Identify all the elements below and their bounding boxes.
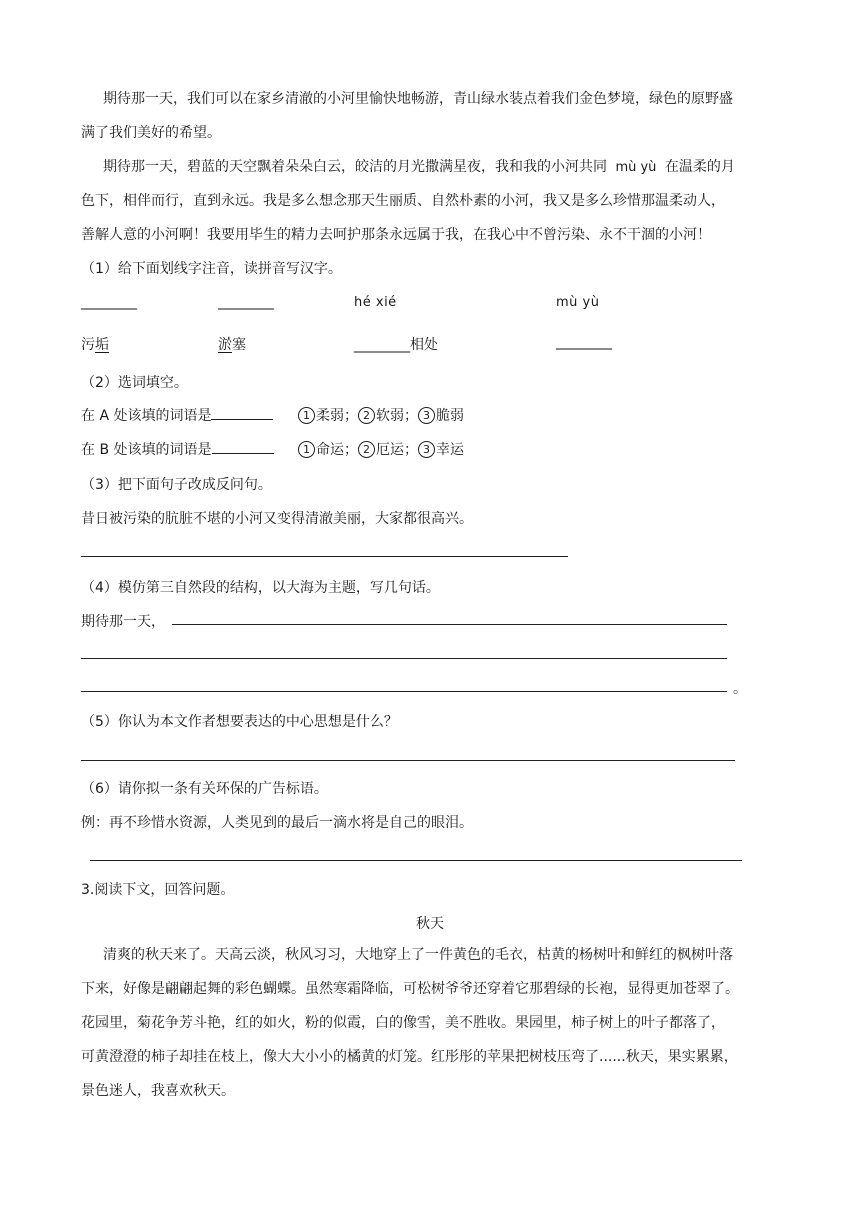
reading-passage: [81, 938, 786, 1108]
section-3-heading: 3.阅读下文，回答问题。: [81, 882, 235, 898]
circled-number: 1: [298, 407, 315, 424]
option-text: 柔弱；: [316, 408, 358, 424]
answer-line-q5[interactable]: [81, 760, 735, 761]
word-wugou: [81, 334, 109, 354]
question-4-start-text: 期待那一天，: [81, 614, 165, 630]
answer-line-q4-2[interactable]: [81, 658, 727, 659]
hanzi-answer-blank-muyu[interactable]: ________: [556, 334, 612, 350]
word-char: 污: [81, 337, 95, 353]
option-text: 厄运；: [376, 442, 418, 458]
passage-text: 在温柔的月: [664, 159, 735, 175]
reading-line: 花园里，菊花争芳斗艳，红的如火，粉的似霞，白的像雪，美不胜收。果园里，柿子树上的叶子都落了，: [81, 1015, 725, 1031]
reading-line: 清爽的秋天来了。天高云淡，秋风习习，大地穿上了一件黄色的毛衣，枯黄的杨树叶和鲜红的枫树叶落: [103, 947, 733, 963]
word-char: 塞: [232, 337, 246, 353]
choice-options-a: [298, 405, 464, 425]
answer-line-q3[interactable]: [81, 556, 568, 557]
passage-paragraph-1: [81, 82, 781, 150]
reading-title: 秋天: [416, 916, 444, 932]
underlined-char: 淤: [218, 337, 232, 353]
circled-number: 2: [358, 441, 375, 458]
passage-text: 期待那一天，碧蓝的天空飘着朵朵白云，皎洁的月光撒满星夜，我和我的小河共同: [103, 159, 607, 175]
passage-line: 善解人意的小河啊！我要用毕生的精力去呵护那条永远属于我，在我心中不曾污染、永不干涸的小河！: [81, 227, 711, 243]
passage-line: 期待那一天，我们可以在家乡清澈的小河里愉快地畅游，青山绿水装点着我们金色梦境，绿色的原野盛: [103, 91, 733, 107]
choice-row-a: [81, 405, 273, 425]
question-3-prompt: （3）把下面句子改成反问句。: [81, 477, 272, 493]
pinyin-prompt-hexie: hé xié: [354, 295, 397, 310]
pinyin-prompt-muyu: mù yù: [556, 295, 600, 310]
question-4-prompt: （4）模仿第三自然段的结构，以大海为主题，写几句话。: [81, 580, 440, 596]
underlined-char: 垢: [95, 337, 109, 353]
answer-line-q4-3[interactable]: [81, 691, 727, 692]
choice-options-b: [298, 439, 464, 459]
question-1-prompt: （1）给下面划线字注音，读拼音写汉字。: [81, 261, 342, 277]
answer-blank-a[interactable]: [211, 405, 273, 420]
answer-line-q6[interactable]: [90, 860, 742, 861]
passage-line: 满了我们美好的希望。: [81, 125, 221, 141]
question-6-prompt: （6）请你拟一条有关环保的广告标语。: [81, 781, 328, 797]
option-text: 脆弱: [436, 408, 464, 424]
option-text: 软弱；: [376, 408, 418, 424]
question-2-prompt: （2）选词填空。: [81, 375, 188, 391]
circled-number: 1: [298, 441, 315, 458]
circled-number: 2: [358, 407, 375, 424]
circled-number: 3: [418, 407, 435, 424]
word-hexie-xiangchu: [354, 334, 438, 354]
option-text: 幸运: [436, 442, 464, 458]
answer-line-q4-1[interactable]: [172, 624, 727, 625]
hanzi-answer-blank[interactable]: ________: [354, 337, 410, 353]
reading-line: 景色迷人，我喜欢秋天。: [81, 1083, 235, 1099]
passage-line: 色下，相伴而行，直到永远。我是多么想念那天生丽质、自然朴素的小河，我又是多么珍惜那温柔动人，: [81, 193, 725, 209]
passage-line-with-pinyin: [81, 150, 781, 184]
choice-row-label: 在 A 处该填的词语是: [81, 408, 212, 424]
question-6-example: 例：再不珍惜水资源，人类见到的最后一滴水将是自己的眼泪。: [81, 815, 473, 831]
option-text: 命运；: [316, 442, 358, 458]
word-char: 相处: [410, 337, 438, 353]
question-3-sentence: 昔日被污染的肮脏不堪的小河又变得清澈美丽，大家都很高兴。: [81, 511, 473, 527]
choice-row-b: [81, 439, 274, 459]
passage-paragraph-2: [81, 150, 781, 252]
pinyin-answer-blank-1[interactable]: ________: [81, 294, 137, 310]
pinyin-answer-blank-2[interactable]: ________: [218, 294, 274, 310]
question-5-prompt: （5）你认为本文作者想要表达的中心思想是什么？: [81, 714, 398, 730]
circled-number: 3: [418, 441, 435, 458]
reading-line: 下来，好像是翩翩起舞的彩色蝴蝶。虽然寒霜降临，可松树爷爷还穿着它那碧绿的长袍，显得更加苍翠了。: [81, 981, 739, 997]
word-yuse: [218, 334, 246, 354]
answer-blank-b[interactable]: [212, 439, 274, 454]
inline-pinyin: mù yù: [615, 160, 657, 175]
question-4-end-mark: 。: [733, 681, 747, 697]
choice-row-label: 在 B 处该填的词语是: [81, 442, 212, 458]
reading-line: 可黄澄澄的柿子却挂在枝上，像大大小小的橘黄的灯笼。红彤彤的苹果把树枝压弯了......秋天，果实累累，: [81, 1049, 738, 1065]
